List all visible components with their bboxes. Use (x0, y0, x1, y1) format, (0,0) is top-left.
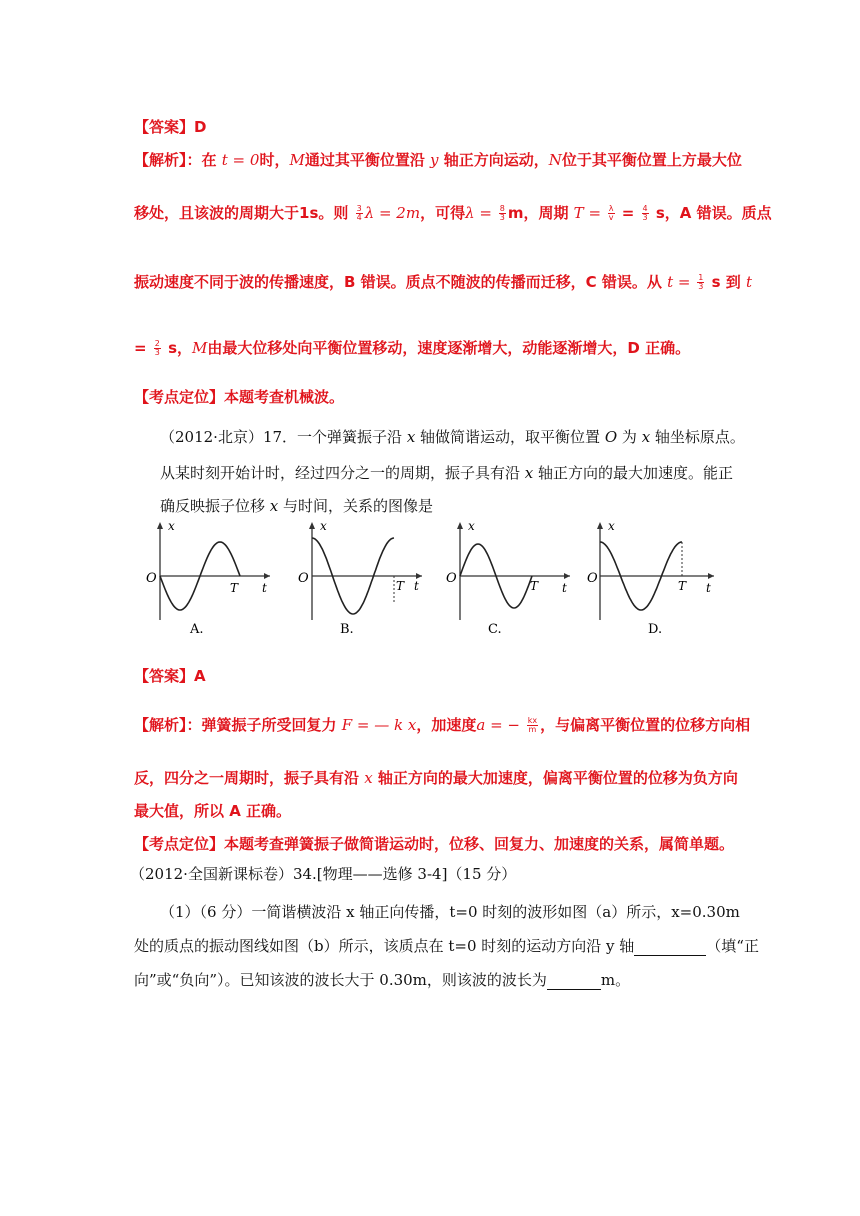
q3-line-1: （1）（6 分）一简谐横波沿 x 轴正向传播，t=0 时刻的波形如图（a）所示，x=0.30m (160, 903, 740, 921)
option-label-b: B. (340, 622, 354, 637)
y-axis-label: x (468, 520, 475, 533)
fraction: $\frac{4}{3}$ (642, 204, 648, 222)
q3-line-2: 处的质点的振动图线如图（b）所示，该质点在 t=0 时刻的运动方向沿 y 轴 （填“正 (134, 937, 759, 955)
answer-line-q2 (134, 666, 206, 686)
kaodian-label: 【考点定位】 (134, 835, 225, 853)
x-arrow-icon (708, 573, 714, 579)
analysis-label: 【解析】 (134, 151, 187, 169)
option-label-d: D. (648, 622, 663, 637)
oscillation-graphs-figure (140, 520, 730, 650)
direction-blank[interactable] (634, 941, 706, 956)
q2-analysis-line-1: 【解析】：弹簧振子所受回复力 F = — k x，加速度a = − $\frac{kx}{m}$ ，与偏离平衡位置的位移方向相 (134, 716, 751, 734)
answer-value: D (194, 118, 207, 136)
graph-b (298, 520, 422, 637)
y-axis-label: x (320, 520, 327, 533)
q2-stem-line-2: 从某时刻开始计时，经过四分之一的周期，振子具有沿 x 轴正方向的最大加速度。能正 (160, 464, 734, 482)
x-arrow-icon (264, 573, 270, 579)
period-label: T (678, 579, 687, 593)
q2-stem-line-3: 确反映振子位移 x 与时间，关系的图像是 (160, 497, 434, 515)
q3-header: （2012·全国新课标卷）34.[物理——选修 3-4]（15 分） (130, 865, 517, 883)
answer-value: A (194, 667, 206, 685)
y-axis-label: x (608, 520, 615, 533)
x-arrow-icon (564, 573, 570, 579)
fraction: $\frac{3}{4}$ (356, 204, 362, 222)
y-arrow-icon (309, 522, 315, 529)
q2-analysis-line-3: 最大值，所以 A 正确。 (134, 802, 292, 820)
origin-label: O (587, 571, 598, 586)
graph-c (446, 520, 570, 637)
analysis-line-2: 移处，且该波的周期大于1s。则 $\frac{3}{4}$ λ = 2m，可得λ = $\frac{8}{3}$ m，周期 T = $\frac{\lambda}{v}$ = $\frac{4}{3}$ s，A 错误。质点 (134, 204, 772, 222)
period-label: T (230, 581, 239, 595)
graphs-svg (140, 520, 730, 650)
fraction: $\frac{8}{3}$ (499, 204, 505, 222)
fraction: $\frac{\lambda}{v}$ (608, 204, 614, 222)
option-label-c: C. (488, 622, 502, 637)
option-label-a: A. (190, 622, 204, 637)
y-arrow-icon (597, 522, 603, 529)
wavelength-blank[interactable] (547, 975, 601, 990)
kaodian-label: 【考点定位】 (134, 388, 225, 406)
answer-line-q1 (134, 117, 206, 137)
kaodian-line-q1: 【考点定位】本题考查机械波。 (134, 388, 345, 406)
period-label: T (530, 579, 539, 593)
q2-stem-line-1: （2012·北京）17．一个弹簧振子沿 x 轴做简谐运动，取平衡位置 O 为 x 轴坐标原点。 (160, 428, 745, 446)
analysis-label: 【解析】 (134, 716, 187, 734)
kaodian-line-q2: 【考点定位】本题考查弹簧振子做简谐运动时，位移、回复力、加速度的关系，属简单题。 (134, 835, 735, 853)
y-arrow-icon (157, 522, 163, 529)
y-axis-label: x (168, 520, 175, 533)
x-axis-label: t (262, 581, 267, 595)
fraction: $\frac{2}{3}$ (154, 339, 160, 357)
graph-a (146, 520, 270, 637)
q3-line-3: 向”或“负向”）。已知该波的波长大于 0.30m，则该波的波长为 m。 (134, 971, 631, 989)
graph-d (587, 520, 714, 637)
analysis-line-3: 振动速度不同于波的传播速度，B 错误。质点不随波的传播而迁移，C 错误。从 t = $\frac{1}{3}$ s 到 t (134, 273, 752, 291)
x-axis-label: t (706, 581, 711, 595)
origin-label: O (446, 571, 457, 586)
x-axis-label: t (562, 581, 567, 595)
fraction: $\frac{kx}{m}$ (527, 716, 538, 734)
origin-label: O (298, 571, 309, 586)
origin-label: O (146, 571, 157, 586)
analysis-line-4: = $\frac{2}{3}$ s，M由最大位移处向平衡位置移动，速度逐渐增大，动能逐渐增大，D 正确。 (134, 339, 691, 357)
analysis-line-1: 【解析】：在 t = 0时，M通过其平衡位置沿 y 轴正方向运动，N位于其平衡位置上方最大位 (134, 151, 742, 169)
fraction: $\frac{1}{3}$ (698, 273, 704, 291)
y-arrow-icon (457, 522, 463, 529)
answer-label: 【答案】 (134, 667, 195, 685)
q2-analysis-line-2: 反，四分之一周期时，振子具有沿 x 轴正方向的最大加速度，偏离平衡位置的位移为负方向 (134, 769, 738, 787)
period-label: T (396, 579, 405, 593)
x-axis-label: t (414, 579, 419, 593)
answer-label: 【答案】 (134, 118, 195, 136)
